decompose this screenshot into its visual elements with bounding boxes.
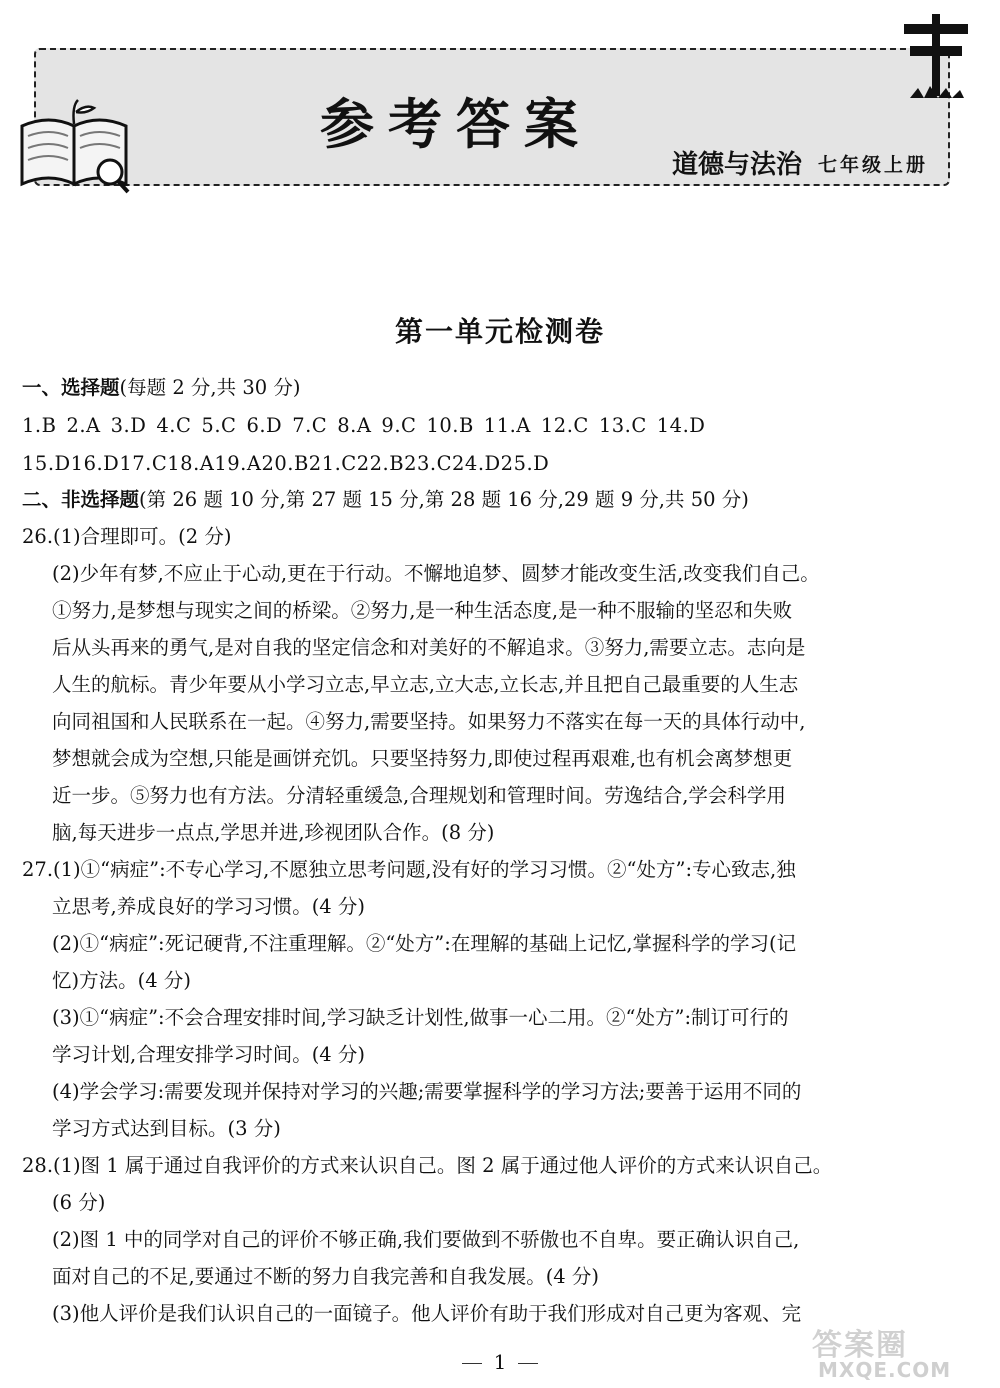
mc-answer: 1.B	[22, 414, 57, 437]
mc-answer: 10.B	[426, 414, 474, 437]
answer-line: (3)①“病症”:不会合理安排时间,学习缺乏计划性,做事一心二用。②“处方”:制订可行的	[52, 1006, 789, 1029]
section-note: (第 26 题 10 分,第 27 题 15 分,第 28 题 16 分,29 题 9 分,共 50 分)	[139, 488, 749, 511]
answer-line: (2)①“病症”:死记硬背,不注重理解。②“处方”:在理解的基础上记忆,掌握科学的学习(记	[52, 932, 797, 955]
section-heading-non-multiple-choice	[22, 490, 749, 510]
mc-answer: 17.C	[119, 452, 168, 475]
section-heading-multiple-choice	[22, 378, 300, 398]
section-note: (每题 2 分,共 30 分)	[119, 376, 301, 399]
mc-answer: 9.C	[381, 414, 417, 437]
answer-line: 学习计划,合理安排学习时间。(4 分)	[52, 1043, 366, 1066]
section-label: 一、选择题	[22, 376, 120, 399]
watermark-url: MXQE.COM	[818, 1358, 952, 1382]
mc-answer: 13.C	[598, 414, 647, 437]
answer-line: (4)学会学习:需要发现并保持对学习的兴趣;需要掌握科学的学习方法;要善于运用不同的	[52, 1080, 802, 1103]
mc-answer: 6.D	[246, 414, 283, 437]
mc-answer: 7.C	[292, 414, 328, 437]
mc-answer: 25.D	[500, 452, 550, 475]
mc-answer: 2.A	[66, 414, 101, 437]
mc-answer: 4.C	[156, 414, 192, 437]
mc-answer: 3.D	[110, 414, 147, 437]
section-label: 二、非选择题	[22, 488, 140, 511]
mc-answer: 16.D	[70, 452, 120, 475]
mc-answer: 22.B	[356, 452, 405, 475]
answer-line: (6 分)	[52, 1191, 106, 1214]
answer-line: 学习方式达到目标。(3 分)	[52, 1117, 281, 1140]
banner-title: 参考答案	[320, 93, 592, 156]
answer-line: 26.(1)合理即可。(2 分)	[22, 525, 232, 548]
grade-label: 七年级上册	[818, 154, 929, 176]
mc-answer: 12.C	[540, 414, 589, 437]
mc-answer: 14.D	[656, 414, 706, 437]
answer-line: 立思考,养成良好的学习习惯。(4 分)	[52, 895, 366, 918]
answer-line: 脑,每天进步一点点,学思并进,珍视团队合作。(8 分)	[52, 821, 495, 844]
watermark-logo: 答案圈	[812, 1328, 908, 1363]
mc-answer: 11.A	[483, 414, 531, 437]
answer-line: (2)少年有梦,不应止于心动,更在于行动。不懈地追梦、圆梦才能改变生活,改变我们自己。	[52, 562, 820, 585]
answer-line: 梦想就会成为空想,只能是画饼充饥。只要坚持努力,即使过程再艰难,也有机会离梦想更	[52, 747, 793, 770]
mc-answer: 21.C	[308, 452, 357, 475]
mc-answer: 15.D	[22, 452, 71, 475]
subject-label: 道德与法治	[672, 150, 803, 180]
mc-answer: 23.C	[404, 452, 452, 475]
mc-answer: 24.D	[452, 452, 501, 475]
mc-answer: 18.A	[167, 452, 215, 475]
answer-line: 面对自己的不足,要通过不断的努力自我完善和自我发展。(4 分)	[52, 1265, 600, 1288]
mc-answer: 5.C	[201, 414, 237, 437]
answer-line: 近一步。⑤努力也有方法。分清轻重缓急,合理规划和管理时间。劳逸结合,学会科学用	[52, 784, 786, 807]
answer-line: (2)图 1 中的同学对自己的评价不够正确,我们要做到不骄傲也不自卑。要正确认识自己,	[52, 1228, 800, 1251]
document-title: 第一单元检测卷	[394, 315, 605, 348]
mc-answer: 20.B	[261, 452, 309, 475]
answer-line: 忆)方法。(4 分)	[52, 969, 191, 992]
open-book-icon	[14, 96, 134, 196]
mc-answers-row-2	[22, 454, 549, 474]
page-number-value: 1	[493, 1350, 507, 1374]
answer-line: 27.(1)①“病症”:不专心学习,不愿独立思考问题,没有好的学习习惯。②“处方”:专心致志,独	[22, 858, 796, 881]
answer-line: 后从头再来的勇气,是对自我的坚定信念和对美好的不解追求。③努力,需要立志。志向是	[52, 636, 806, 659]
mc-answers-row-1	[22, 416, 715, 436]
mc-answer: 8.A	[337, 414, 372, 437]
plant-decoration-icon	[900, 6, 972, 106]
answer-line: ①努力,是梦想与现实之间的桥梁。②努力,是一种生活态度,是一种不服输的坚忍和失败	[52, 599, 793, 622]
answer-line: (3)他人评价是我们认识自己的一面镜子。他人评价有助于我们形成对自己更为客观、完	[52, 1302, 802, 1325]
mc-answer: 19.A	[214, 452, 262, 475]
answer-line: 向同祖国和人民联系在一起。④努力,需要坚持。如果努力不落实在每一天的具体行动中,	[52, 710, 806, 733]
answer-line: 人生的航标。青少年要从小学习立志,早立志,立大志,立长志,并且把自己最重要的人生志	[52, 673, 799, 696]
answer-line: 28.(1)图 1 属于通过自我评价的方式来认识自己。图 2 属于通过他人评价的方式来认识自己。	[22, 1154, 833, 1177]
